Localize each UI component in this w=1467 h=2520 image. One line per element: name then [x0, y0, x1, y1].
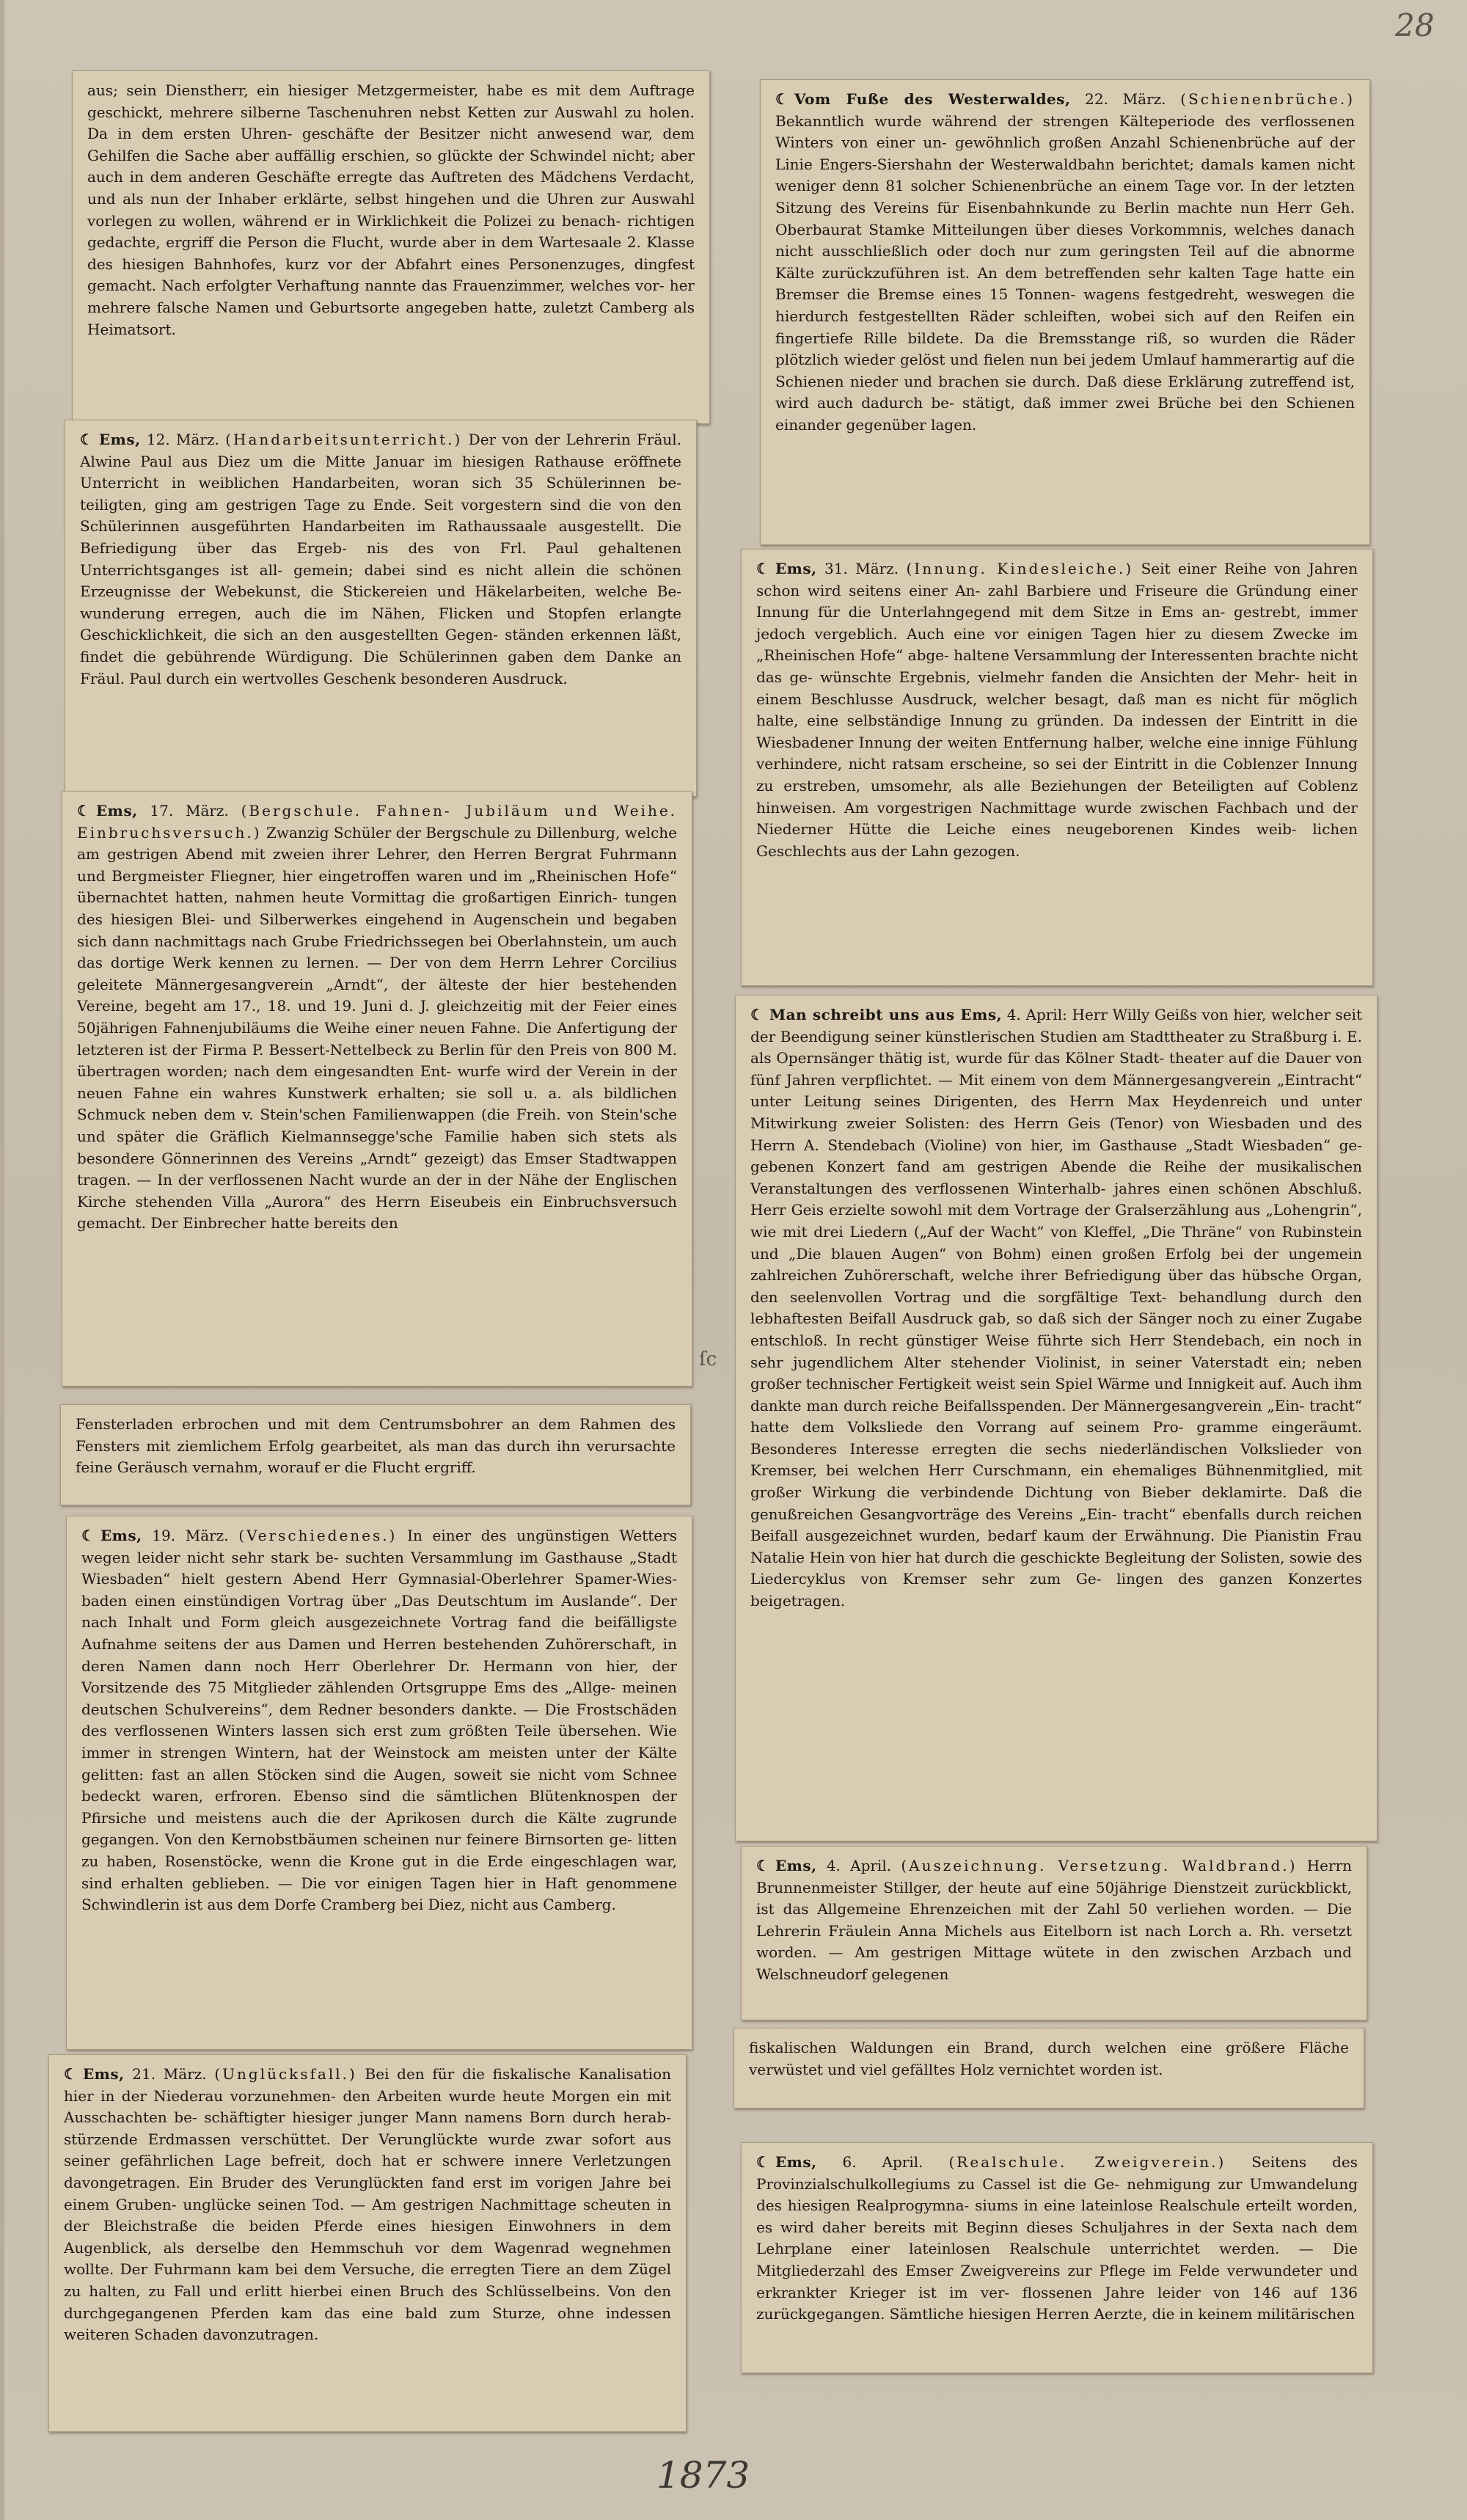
article-location: Vom Fuße des Westerwaldes, [794, 90, 1071, 108]
article-heading: (Bergschule. Fahnen- Jubiläum und Weihe. Einbruchsversuch.) [77, 802, 678, 841]
article-date: 4. April. [826, 1857, 892, 1874]
article-location: Ems, [775, 1857, 817, 1874]
article-marker: ☾ [756, 560, 769, 577]
article-date: 22. März. [1085, 90, 1166, 108]
page-number: 1873 [656, 2454, 750, 2497]
article-marker: ☾ [81, 1527, 95, 1544]
article-marker: ☾ [64, 2065, 77, 2083]
article-date: 6. April. [842, 2153, 923, 2171]
article-text: Der von der Lehrerin Fräul. Alwine Paul aus Diez um die Mitte Januar im hiesigen Rathause eröffnete Unterricht in weiblichen Handarbeiten, woran sich 35 Schülerinnen be- teiligten, ging am gestrigen Tage zu Ende. Seit vorgestern sind die von den Schülerinnen ausgeführten Handarbeiten im Rathaussaale ausgestellt. Die Befriedigung über das Ergeb- nis des von Frl. Paul gehaltenen Unterrichtsganges ist all- gemein; dabei sind es nicht allein die schönen Erzeugnisse der Webekunst, die Stickereien und Häkelarbeiten, welche Be- wunderung erregen, auch die im Nähen, Flicken und Stopfen erlangte Geschicklichkeit, die sich an den ausgestellten Gegen- ständen erkennen läßt, findet die gebührende Würdigung. Die Schülerinnen gaben dem Danke an Fräul. Paul durch ein wertvolles Geschenk besonderen Ausdruck. [80, 431, 682, 687]
article-text: aus; sein Dienstherr, ein hiesiger Metzgermeister, habe es mit dem Auftrage geschickt, mehrere silberne Taschenuhren nebst Ketten zur Auswahl zu holen. Da in dem ersten Uhren- geschäfte der Besitzer nicht anwesend war, dem Gehilfen die Sache aber auffällig erschien, so glückte der Schwindel nicht; aber auch in dem anderen Geschäfte erregte das Auftreten des Mädchens Verdacht, und als nun der Inhaber erklärte, selbst hingehen und die Uhren zur Auswahl vorlegen zu wollen, während er in Wirklichkeit die Polizei zu benach- richtigen gedachte, ergriff die Person die Flucht, wurde aber in dem Wartesaale 2. Klasse des hiesigen Bahnhofes, kurz vor der Abfahrt eines Personenzuges, dingfest gemacht. Nach erfolgter Verhaftung nannte das Frauenzimmer, welches vor- her mehrere falsche Namen und Geburtsorte angegeben hatte, zuletzt Camberg als Heimatsort. [87, 81, 695, 338]
article-date: 31. März. [824, 560, 899, 577]
article-location: Ems, [95, 802, 138, 819]
article-location: Ems, [775, 2153, 817, 2171]
clipping-auszeichnung [741, 1846, 1367, 2020]
article-date: 19. März. [152, 1527, 229, 1544]
clipping-innung [741, 549, 1373, 986]
article-heading: (Realschule. Zweigverein.) [948, 2153, 1226, 2171]
article-text: Fensterladen erbrochen und mit dem Centrumsbohrer an dem Rahmen des Fensters mit ziemlichem Erfolg gearbeitet, als man das durch ihn verursachte feine Geräusch vernahm, worauf er die Flucht ergriff. [76, 1415, 676, 1477]
margin-mark: ſc [699, 1348, 717, 1370]
article-marker: ☾ [775, 90, 789, 108]
article-heading: (Innung. Kindesleiche.) [906, 560, 1134, 577]
article-text: Herr Willy Geißs von hier, welcher seit der Beendigung seiner künstlerischen Studien am Stadttheater zu Straßburg i. E. als Opernsänger thätig ist, wurde für das Kölner Stadt- theater auf die Dauer von fünf Jahren verpflichtet. — Mit einem von dem Männergesangverein „Eintracht“ unter Leitung seines Dirigenten, des Herrn Max Heydenreich und unter Mitwirkung zweier Solisten: des Herrn Geis (Tenor) von Wiesbaden und des Herrn A. Stendebach (Violine) von hier, im Gasthause „Stadt Wiesbaden“ ge- gebenen Konzert fand am gestrigen Abende die Reihe der musikalischen Veranstaltungen des verflossenen Winterhalb- jahres einen schönen Abschluß. Herr Geis erzielte sowohl mit dem Vortrage der Gralserzählung aus „Lohengrin“, wie mit drei Liedern („Auf der Wacht“ von Kleffel, „Die Thräne“ von Rubinstein und „Die blauen Augen“ von Bohm) einen großen Erfolg bei der ungemein zahlreichen Zuhörerschaft, welche ihrer Befriedigung über das hübsche Organ, den seelenvollen Vortrag und die sorgfältige Text- behandlung durch den lebhaftesten Beifall Ausdruck gab, so daß sich der Sänger noch zu einer Zugabe entschloß. In recht günstiger Weise führte sich Herr Stendebach, ein noch in sehr jugendlichem Alter stehender Violinist, in seiner Vaterstadt ein; neben großer technischer Fertigkeit weist sein Spiel Wärme und Innigkeit auf. Auch ihm dankte man durch reiche Beifallsspenden. Der Männergesangverein „Ein- tracht“ hatte dem Volksliede den Vorrang auf seinem Pro- gramme eingeräumt. Besonderes Interesse erregten die sechs niederländischen Volkslieder von Kremser, bei welchen Herr Curschmann, ein ehemaliges Bühnenmitglied, mit großer Wirkung die verbindende Dichtung von Bieber deklamirte. Daß die genußreichen Gesangvorträge des Vereins „Ein- tracht“ ebenfalls durch reichen Beifall ausgezeichnet wurden, bedarf kaum der Erwähnung. Die Pianistin Frau Natalie Hein von hier hat durch die geschickte Begleitung der Solisten, sowie des Liedercyklus von Kremser sehr zum Ge- lingen des ganzen Konzertes beigetragen. [750, 1006, 1362, 1610]
article-marker: ☾ [77, 802, 90, 819]
article-marker: ☾ [80, 431, 93, 448]
article-heading: (Verschiedenes.) [238, 1527, 398, 1544]
article-text: Seitens des Provinzialschulkollegiums zu Cassel ist die Ge- nehmigung zur Umwandelung des hiesigen Realprogymna- siums in eine lateinlose Realschule erteilt worden, es wird daher bereits mit Beginn dieses Schuljahres in der Sexta nach dem Lehrplane einer lateinlosen Realschule unterrichtet werden. — Die Mitgliederzahl des Emser Zweigvereins zur Pflege im Felde verwundeter und erkrankter Krieger ist im ver- flossenen Jahre leider von 146 auf 136 zurückgegangen. Sämtliche hiesigen Herren Aerzte, die in keinem militärischen [756, 2153, 1358, 2323]
clipping-waldbrand-continuation [734, 2028, 1364, 2108]
clipping-theft-continuation [72, 70, 710, 424]
article-location: Ems, [98, 431, 141, 448]
article-text: Zwanzig Schüler der Bergschule zu Dillenburg, welche am gestrigen Abend mit zweien ihrer Lehrer, den Herren Bergrat Fuhrmann und Bergmeister Fliegner, hier eingetroffen waren und im „Rheinischen Hofe“ übernachtet hatten, nahmen heute Vormittag die großartigen Einrich- tungen des hiesigen Blei- und Silberwerkes eingehend in Augenschein und begaben sich dann nachmittags nach Grube Friedrichssegen bei Oberlahnstein, um auch das dortige Werk kennen zu lernen. — Der von dem Herrn Lehrer Corcilius geleitete Männergesangverein „Arndt“, der älteste der hier bestehenden Vereine, begeht am 17., 18. und 19. Juni d. J. gleichzeitig mit der Feier eines 50jährigen Fahnenjubiläums die Weihe einer neuen Fahne. Die Anfertigung der letzteren ist der Firma P. Bessert-Nettelbeck zu Berlin für den Preis von 800 M. übertragen worden; nach dem eingesandten Ent- wurfe wird der Verein in der neuen Fahne ein wahres Kunstwerk erhalten; sie soll u. a. als bildlichen Schmuck neben dem v. Stein'schen Familienwappen (die Freih. von Stein'sche und später die Gräflich Kielmannsegge'sche Familie haben sich stets als besondere Gönnerinnen des Vereins „Arndt“ gezeigt) das Emser Stadtwappen tragen. — In der verflossenen Nacht wurde an der in der Nähe der Englischen Kirche stehenden Villa „Aurora“ des Herrn Eiseubeis ein Einbruchsversuch gemacht. Der Einbrecher hatte bereits den [77, 823, 677, 1232]
clipping-einbruch-continuation [60, 1404, 691, 1505]
clipping-bergschule [62, 791, 692, 1387]
article-heading: (Handarbeitsunterricht.) [225, 431, 463, 448]
article-text: fiskalischen Waldungen ein Brand, durch welchen eine größere Fläche verwüstet und viel gefälltes Holz vernichtet worden ist. [749, 2039, 1349, 2078]
article-text: Bekanntlich wurde während der strengen Kälteperiode des verflossenen Winters von einer un- gewöhnlich großen Anzahl Schienenbrüche auf der Linie Engers-Siershahn der Westerwaldbahn berichtet; damals kamen nicht weniger denn 81 solcher Schienenbrüche an einem Tage vor. In der letzten Sitzung des Vereins für Eisenbahnkunde zu Berlin machte nun Herr Geh. Oberbaurat Stamke Mitteilungen über dieses Vorkommnis, welches danach nicht ausschließlich oder doch nur zum geringsten Teil auf die abnorme Kälte zurückzuführen ist. An dem betreffenden sehr kalten Tage hatte ein Bremser die Bremse eines 15 Tonnen- wagens festgedreht, weswegen die hierdurch festgestellten Räder schleiften, wobei sich auf den Reifen ein fingertiefe Rille bildete. Da die Bremsstange riß, so wurden die Räder plötzlich wieder gelöst und fielen nun bei jedem Umlauf hammerartig auf die Schienen nieder und brachen sie durch. Daß diese Erklärung zutreffend ist, wird auch dadurch be- stätigt, daß immer zwei Brüche bei den Schienen einander gegenüber lagen. [775, 112, 1355, 434]
clipping-unglucksfall [48, 2054, 687, 2432]
article-heading: (Auszeichnung. Versetzung. Waldbrand.) [901, 1857, 1298, 1874]
article-location: Ems, [775, 560, 817, 577]
article-heading: (Unglücksfall.) [214, 2065, 357, 2083]
article-heading: (Schienenbrüche.) [1180, 90, 1356, 108]
article-text: Bei den für die fiskalische Kanalisation hier in der Niederau vorzunehmen- den Arbeiten wurde heute Morgen ein mit Ausschachten be- schäftigter hiesiger junger Mann namens Born durch herab- stürzende Erdmassen verschüttet. Der Verunglückte wurde zwar sofort aus seiner gefährlichen Lage befreit, doch hat er schwere innere Verletzungen davongetragen. Ein Bruder des Verunglückten fand erst im vorigen Jahre bei einem Gruben- unglücke seinen Tod. — Am gestrigen Nachmittage scheuten in der Bleichstraße die beiden Pferde eines hiesigen Einwohners in dem Augenblick, als derselbe den Hemmschuh vor dem Wagenrad wegnehmen wollte. Der Fuhrmann kam bei dem Versuche, die erregten Tiere an dem Zügel zu halten, zu Fall und erlitt hierbei einen Bruch des Schlüsselbeins. Von den durchgegangenen Pferden kam das eine bald zum Sturze, ohne indessen weiteren Schaden davonzutragen. [64, 2065, 671, 2344]
article-text: In einer des ungünstigen Wetters wegen leider nicht sehr stark be- suchten Versammlung im Gasthause „Stadt Wiesbaden“ hielt gestern Abend Herr Gymnasial-Oberlehrer Spamer-Wies- baden einen einstündigen Vortrag über „Das Deutschtum im Auslande“. Der nach Inhalt und Form gleich ausgezeichnete Vortrag fand die beifälligste Aufnahme seitens der aus Damen und Herren bestehenden Zuhörerschaft, in deren Namen dann noch Herr Oberlehrer Dr. Hermann von hier, der Vorsitzende des 75 Mitglieder zählenden Ortsgruppe Ems des „Allge- meinen deutschen Schulvereins“, dem Redner besonders dankte. — Die Frostschäden des verflossenen Winters lassen sich erst zum größten Teile übersehen. Wie immer in strengen Wintern, hat der Weinstock am meisten unter der Kälte gelitten: fast an allen Stöcken sind die Augen, soweit sie nicht vom Schnee bedeckt waren, erfroren. Ebenso sind die sämtlichen Blütenknospen der Pfirsiche und meistens auch die der Aprikosen durch die Kälte zugrunde gegangen. Von den Kernobstbäumen scheinen nur feinere Birnsorten ge- litten zu haben, Rosenstöcke, wenn die Krone gut in die Erde eingeschlagen war, sind erhalten geblieben. — Die vor einigen Tagen hier in Haft genommene Schwindlerin ist aus dem Dorfe Cramberg bei Diez, nicht aus Camberg. [81, 1527, 678, 1914]
article-marker: ☾ [750, 1006, 764, 1023]
article-location: Ems, [82, 2065, 125, 2083]
article-location: Man schreibt uns aus Ems, [769, 1006, 1003, 1023]
article-marker: ☾ [756, 1857, 769, 1874]
clipping-konzert [735, 995, 1378, 1841]
page-edge [0, 0, 4, 2520]
clipping-verschiedenes [66, 1516, 692, 2050]
article-date: 4. April: [1006, 1006, 1067, 1023]
article-date: 12. März. [146, 431, 219, 448]
clipping-westerwald [760, 79, 1370, 545]
clipping-handarbeitsunterricht [65, 420, 697, 797]
article-text: Seit einer Reihe von Jahren schon wird seitens einer An- zahl Barbiere und Friseure die Gründung einer Innung für die Unterlahngegend mit dem Sitze in Ems an- gestrebt, immer jedoch vergeblich. Auch eine vor einigen Tagen hier zu diesem Zwecke im „Rheinischen Hofe“ abge- haltene Versammlung der Interessenten brachte nicht das ge- wünschte Ergebnis, vielmehr fanden die Ansichten der Mehr- heit in einem Beschlusse Ausdruck, welcher besagt, daß man es nicht für möglich halte, eine selbständige Innung zu gründen. Da indessen der Eintritt in die Wiesbadener Innung der weiten Entfernung halber, welche eine innige Fühlung verhindere, nicht ratsam erscheine, so sei der Eintritt in die Coblenzer Innung zu erstreben, umsomehr, als alle Beziehungen der Beteiligten auf Coblenz hinweisen. Am vorgestrigen Nachmittage wurde zwischen Fachbach und der Niederner Hütte die Leiche eines neugeborenen Kindes weib- lichen Geschlechts aus der Lahn gezogen. [756, 560, 1358, 860]
corner-note: 28 [1395, 7, 1435, 43]
clipping-realschule [741, 2142, 1373, 2373]
article-date: 17. März. [150, 802, 229, 819]
article-text: Herrn Brunnenmeister Stillger, der heute auf eine 50jährige Dienstzeit zurückblickt, ist das Allgemeine Ehrenzeichen mit der Zahl 50 verliehen worden. — Die Lehrerin Fräulein Anna Michels aus Eitelborn ist nach Lorch a. Rh. versetzt worden. — Am gestrigen Mittage wütete in den zwischen Arzbach und Welschneudorf gelegenen [756, 1857, 1353, 1983]
article-location: Ems, [100, 1527, 142, 1544]
article-marker: ☾ [756, 2153, 769, 2171]
article-date: 21. März. [132, 2065, 207, 2083]
